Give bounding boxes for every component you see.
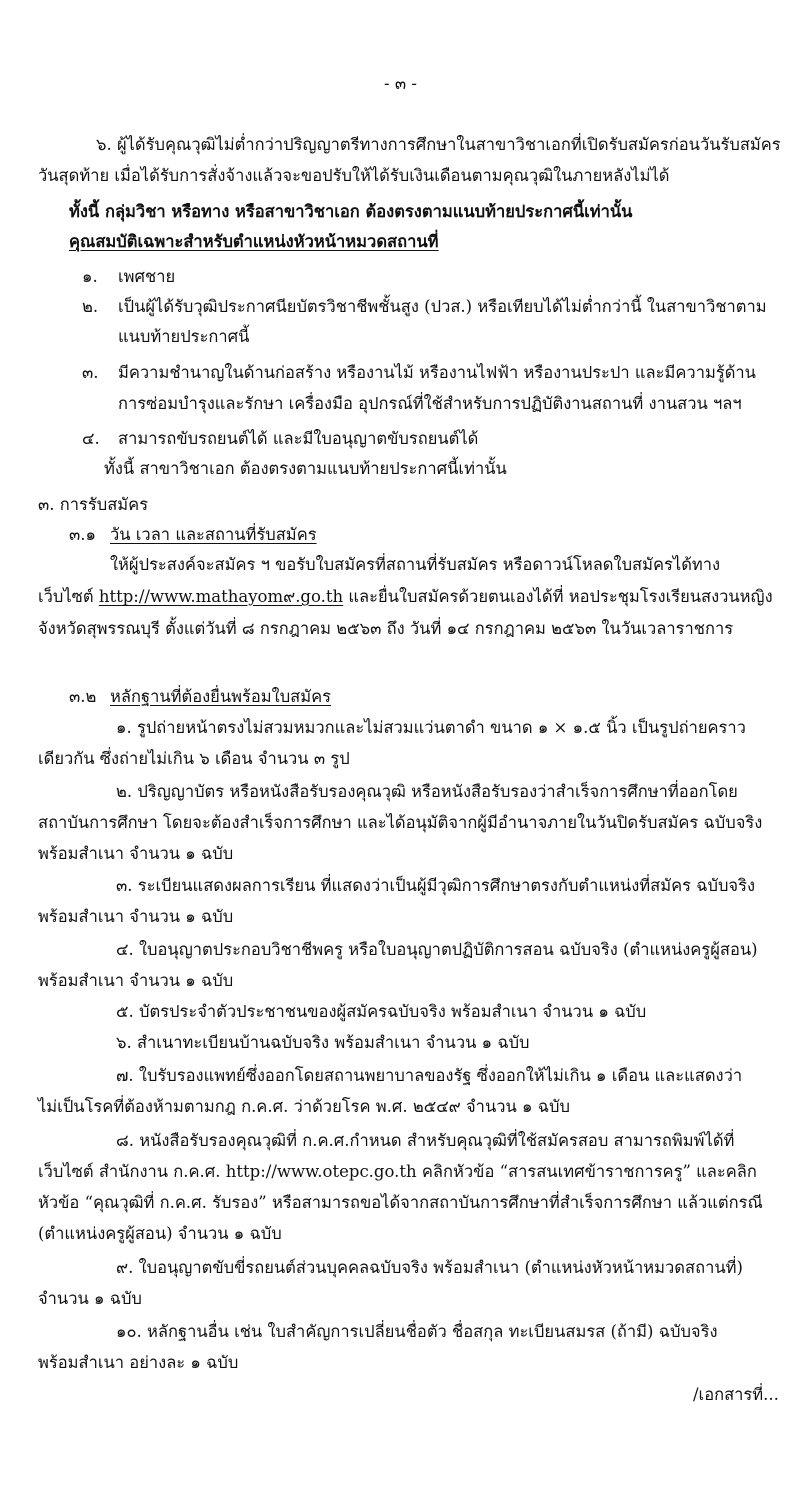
section32-num: ๓.๒ — [69, 687, 97, 706]
doc-item2-line2: สถาบันการศึกษา โดยจะต้องสำเร็จการศึกษา และได้อนุมัติจากผู้มีอำนาจภายในวันปิดรับสมัคร ฉบับจริง — [38, 813, 763, 832]
continuation-marker: /เอกสารที่... — [693, 1385, 779, 1404]
doc-item7-line1: ๗. ใบรับรองแพทย์ซึ่งออกโดยสถานพยาบาลของรัฐ ซึ่งออกให้ไม่เกิน ๑ เดือน และแสดงว่า — [116, 1066, 743, 1085]
doc-item2-line3: พร้อมสำเนา จำนวน ๑ ฉบับ — [38, 844, 234, 863]
facility-item3-num: ๓. — [82, 363, 99, 382]
facility-item1-num: ๑. — [82, 267, 98, 286]
section31-line1: ให้ผู้ประสงค์จะสมัคร ฯ ขอรับใบสมัครที่สถานที่รับสมัคร หรือดาวน์โหลดใบสมัครได้ทาง — [110, 555, 721, 574]
teacher-qual-item6-line2: วันสุดท้าย เมื่อได้รับการสั่งจ้างแล้วจะขอปรับให้ได้รับเงินเดือนตามคุณวุฒิในภายหลังไม่ได้ — [38, 166, 670, 185]
doc-item8-line4: (ตำแหน่งครูผู้สอน) จำนวน ๑ ฉบับ — [38, 1224, 282, 1243]
teacher-qual-note: ทั้งนี้ กลุ่มวิชา หรือทาง หรือสาขาวิชาเอก ต้องตรงตามแนบท้ายประกาศนี้เท่านั้น — [69, 202, 633, 221]
section31-num: ๓.๑ — [69, 525, 96, 544]
section31-title: วัน เวลา และสถานที่รับสมัคร — [110, 525, 317, 544]
section32-title: หลักฐานที่ต้องยื่นพร้อมใบสมัคร — [110, 687, 332, 706]
doc-item4-line1: ๔. ใบอนุญาตประกอบวิชาชีพครู หรือใบอนุญาตปฏิบัติการสอน ฉบับจริง (ตำแหน่งครูผู้สอน) — [116, 940, 758, 959]
section31-line2 — [38, 586, 773, 608]
doc-item6-line1: ๖. สำเนาทะเบียนบ้านฉบับจริง พร้อมสำเนา จำนวน ๑ ฉบับ — [116, 1033, 530, 1052]
doc-item7-line2: ไม่เป็นโรคที่ต้องห้ามตามกฎ ก.ค.ศ. ว่าด้วยโรค พ.ศ. ๒๕๔๙ จำนวน ๑ ฉบับ — [38, 1097, 570, 1116]
section31-line2-prefix: เว็บไซต์ — [38, 587, 94, 606]
facility-head-heading: คุณสมบัติเฉพาะสำหรับตำแหน่งหัวหน้าหมวดสถานที่ — [69, 232, 439, 251]
teacher-qual-item6-line1: ๖. ผู้ได้รับคุณวุฒิไม่ต่ำกว่าปริญญาตรีทางการศึกษาในสาขาวิชาเอกที่เปิดรับสมัครก่อนวันรับสมัคร — [96, 135, 781, 154]
doc-item10-line2: พร้อมสำเนา อย่างละ ๑ ฉบับ — [38, 1353, 239, 1372]
doc-item8-line1: ๘. หนังสือรับรองคุณวุฒิที่ ก.ค.ศ.กำหนด สำหรับคุณวุฒิที่ใช้สมัครสอบ สามารถพิมพ์ได้ที่ — [116, 1131, 735, 1150]
facility-item2-line2: แนบท้ายประกาศนี้ — [118, 327, 250, 346]
section3-heading: ๓. การรับสมัคร — [38, 495, 149, 514]
facility-item3-line1: มีความชำนาญในด้านก่อสร้าง หรืองานไม้ หรืองานไฟฟ้า หรืองานประปา และมีความรู้ด้าน — [118, 363, 756, 382]
doc-item5-line1: ๕. บัตรประจำตัวประชาชนของผู้สมัครฉบับจริง พร้อมสำเนา จำนวน ๑ ฉบับ — [116, 1002, 647, 1021]
facility-item1-text: เพศชาย — [118, 267, 176, 286]
doc-item3-line1: ๓. ระเบียนแสดงผลการเรียน ที่แสดงว่าเป็นผู้มีวุฒิการศึกษาตรงกับตำแหน่งที่สมัคร ฉบับจริง — [116, 876, 756, 895]
doc-item9-line1: ๙. ใบอนุญาตขับขี่รถยนต์ส่วนบุคคลฉบับจริง พร้อมสำเนา (ตำแหน่งหัวหน้าหมวดสถานที่) — [116, 1258, 743, 1277]
doc-item1-line1: ๑. รูปถ่ายหน้าตรงไม่สวมหมวกและไม่สวมแว่นตาดำ ขนาด ๑ × ๑.๕ นิ้ว เป็นรูปถ่ายคราว — [116, 718, 746, 737]
doc-item1-line2: เดียวกัน ซึ่งถ่ายไม่เกิน ๖ เดือน จำนวน ๓ รูป — [38, 749, 350, 768]
doc-item8-line2: เว็บไซต์ สำนักงาน ก.ค.ศ. http://www.otepc.go.th คลิกหัวข้อ “สารสนเทศข้าราชการครู” และคลิก — [38, 1162, 757, 1181]
doc-item4-line2: พร้อมสำเนา จำนวน ๑ ฉบับ — [38, 971, 234, 990]
facility-item2-line1: เป็นผู้ได้รับวุฒิประกาศนียบัตรวิชาชีพชั้นสูง (ปวส.) หรือเทียบได้ไม่ต่ำกว่านี้ ในสาขาวิชาตาม — [118, 297, 767, 316]
section31-line3: จังหวัดสุพรรณบุรี ตั้งแต่วันที่ ๘ กรกฎาคม ๒๕๖๓ ถึง วันที่ ๑๔ กรกฎาคม ๒๕๖๓ ในวันเวลาราชการ — [38, 619, 734, 638]
application-download-link[interactable]: http://www.mathayom๙.go.th — [98, 587, 344, 606]
section31-line2-suffix: และยื่นใบสมัครด้วยตนเองได้ที่ หอประชุมโรงเรียนสงวนหญิง — [348, 587, 773, 606]
facility-item4-num: ๔. — [82, 429, 100, 448]
doc-item3-line2: พร้อมสำเนา จำนวน ๑ ฉบับ — [38, 907, 234, 926]
doc-item9-line2: จำนวน ๑ ฉบับ — [38, 1289, 142, 1308]
facility-item4-text: สามารถขับรถยนต์ได้ และมีใบอนุญาตขับรถยนต์ได้ — [118, 429, 479, 448]
facility-note: ทั้งนี้ สาขาวิชาเอก ต้องตรงตามแนบท้ายประกาศนี้เท่านั้น — [104, 459, 507, 478]
facility-item2-num: ๒. — [82, 297, 99, 316]
doc-item2-line1: ๒. ปริญญาบัตร หรือหนังสือรับรองคุณวุฒิ หรือหนังสือรับรองว่าสำเร็จการศึกษาที่ออกโดย — [116, 782, 738, 801]
facility-item3-line2: การซ่อมบำรุงและรักษา เครื่องมือ อุปกรณ์ที่ใช้สำหรับการปฏิบัติงานสถานที่ งานสวน ฯลฯ — [118, 394, 742, 413]
page-number: - ๓ - — [384, 74, 417, 93]
doc-item10-line1: ๑๐. หลักฐานอื่น เช่น ใบสำคัญการเปลี่ยนชื่อตัว ชื่อสกุล ทะเบียนสมรส (ถ้ามี) ฉบับจริง — [116, 1322, 718, 1341]
doc-item8-line3: หัวข้อ “คุณวุฒิที่ ก.ค.ศ. รับรอง” หรือสามารถขอได้จากสถาบันการศึกษาที่สำเร็จการศึกษา แล้วแต่กรณี — [38, 1193, 763, 1212]
